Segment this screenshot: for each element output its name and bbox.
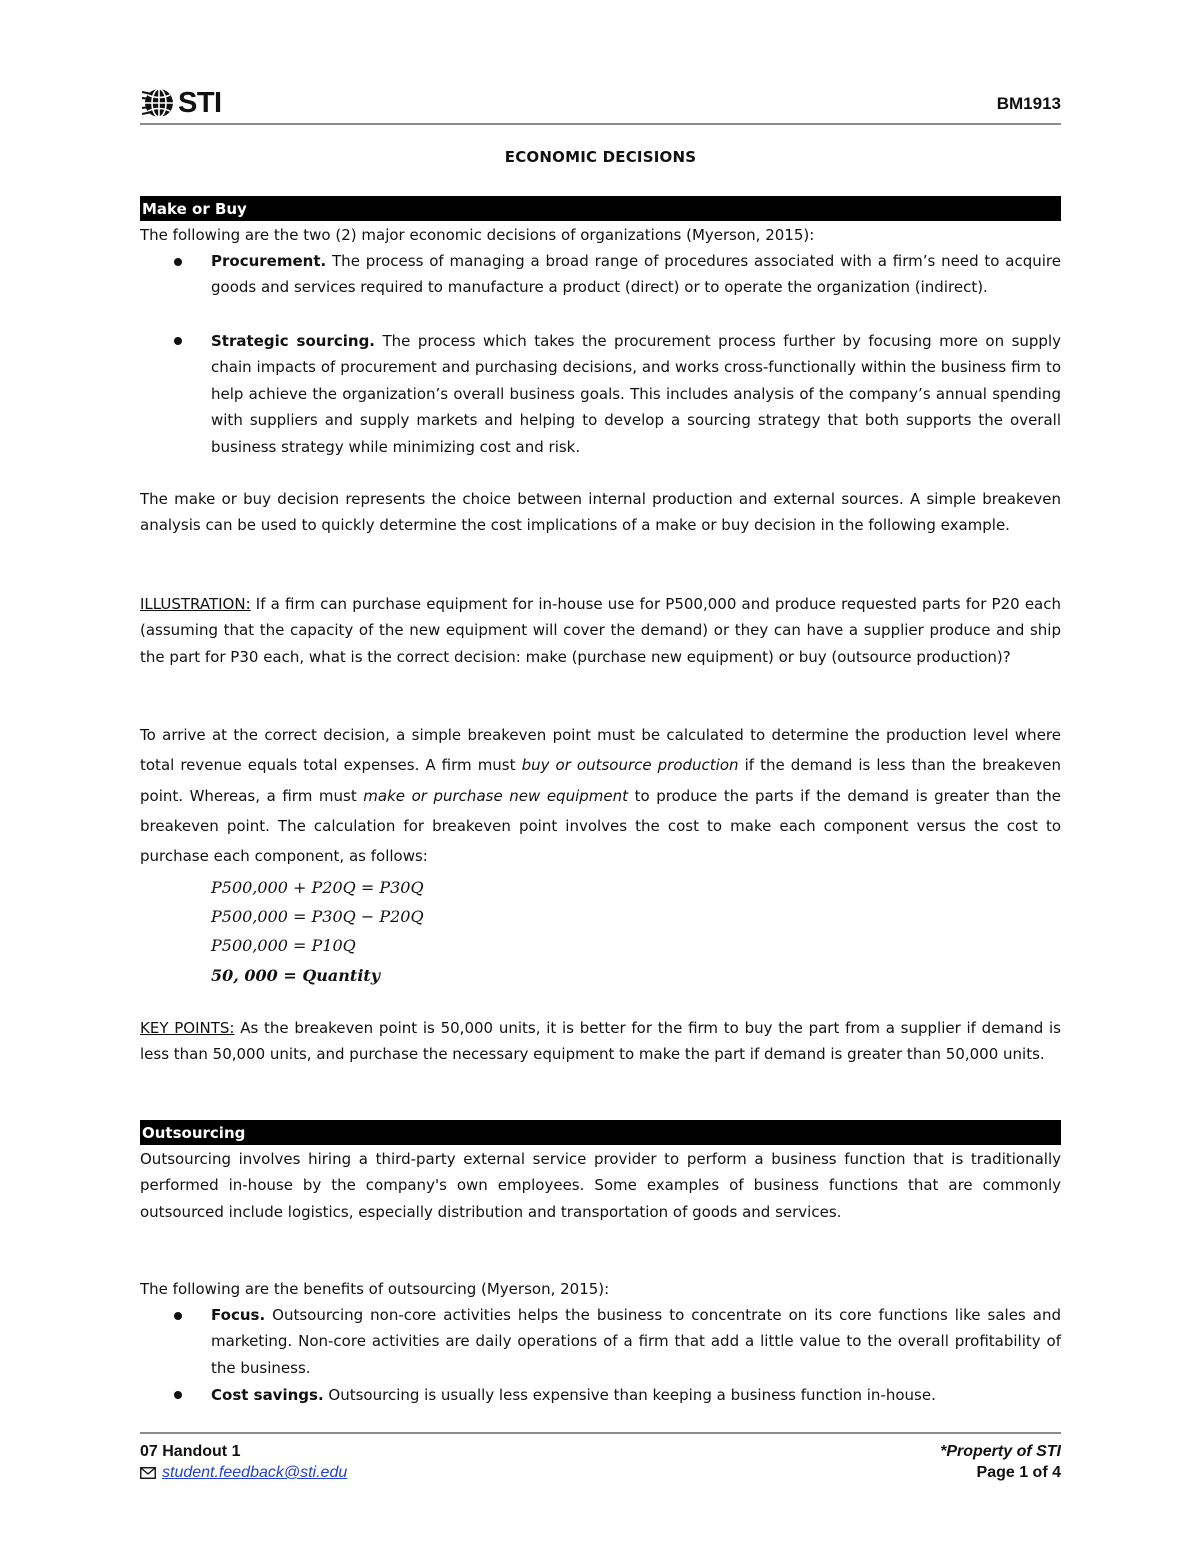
bullet-dot bbox=[174, 337, 182, 345]
bullet-text: Outsourcing non-core activities helps the business to concentrate on its core functions like sales and marketing. Non-core activities are daily operations of a firm that add a little value to the overall profitability of the business. bbox=[211, 1306, 1061, 1377]
formula-result: 50, 000 = Quantity bbox=[211, 966, 381, 985]
property-notice: *Property of STI bbox=[940, 1443, 1061, 1460]
bullet-term: Focus. bbox=[211, 1306, 266, 1324]
breakeven-emphasis-buy: buy or outsource production bbox=[521, 756, 739, 775]
feedback-email-link[interactable]: student.feedback@sti.edu bbox=[162, 1464, 348, 1481]
sti-logo bbox=[142, 86, 222, 120]
section-heading-outsourcing: Outsourcing bbox=[140, 1120, 1061, 1145]
bullet-strategic-sourcing bbox=[211, 328, 1061, 460]
formula-line-2: P500,000 = P30Q − P20Q bbox=[211, 907, 424, 926]
key-points-paragraph bbox=[140, 1015, 1061, 1068]
formula-line-3: P500,000 = P10Q bbox=[211, 936, 356, 955]
illustration-paragraph bbox=[140, 591, 1061, 670]
feedback-email-row bbox=[140, 1462, 347, 1483]
breakeven-text: if the demand is less than the breakeven point. Whereas, a firm must bbox=[140, 756, 1062, 805]
breakeven-text: To arrive at the correct decision, a simple breakeven point must be calculated to determine the production level where total revenue equals total expenses. A firm must bbox=[140, 726, 1061, 775]
envelope-icon bbox=[140, 1467, 156, 1479]
bullet-text: The process of managing a broad range of procedures associated with a firm’s need to acquire goods and services required to manufacture a product (direct) or to operate the organization (indirect). bbox=[211, 252, 1061, 297]
bullet-dot bbox=[174, 258, 182, 266]
bullet-term: Procurement. bbox=[211, 252, 327, 270]
bullet-cost-savings bbox=[211, 1382, 1061, 1408]
bullet-text: The process which takes the procurement process further by focusing more on supply chain impacts of procurement and purchasing decisions, and works cross-functionally within the business firm to help achieve the organization’s overall business goals. This includes analysis of the company’s annual spending with suppliers and supply markets and helping to develop a sourcing strategy that both supports the overall business strategy while minimizing cost and risk. bbox=[211, 332, 1061, 456]
illustration-text: If a firm can purchase equipment for in-house use for P500,000 and produce requested parts for P20 each (assuming that the capacity of the new equipment will cover the demand) or they can have a supplier produce and ship the part for P30 each, what is the correct decision: make (purchase new equipment) or buy (outsource production)? bbox=[140, 595, 1061, 666]
formula-line-1: P500,000 + P20Q = P30Q bbox=[211, 878, 424, 897]
bullet-procurement bbox=[211, 248, 1061, 301]
bullet-text: Outsourcing is usually less expensive than keeping a business function in-house. bbox=[323, 1386, 936, 1404]
bullet-dot bbox=[174, 1391, 182, 1399]
bullet-term: Cost savings. bbox=[211, 1386, 324, 1404]
page-title: ECONOMIC DECISIONS bbox=[504, 148, 697, 166]
footer-right bbox=[940, 1441, 1061, 1483]
handout-label: 07 Handout 1 bbox=[140, 1443, 241, 1460]
bullet-term: Strategic sourcing. bbox=[211, 332, 376, 350]
logo-text: STI bbox=[178, 86, 222, 119]
breakeven-text: to produce the parts if the demand is greater than the breakeven point. The calculation for breakeven point involves the cost to make each component versus the cost to purchase each component, as follows: bbox=[140, 786, 1062, 866]
make-or-buy-intro: The following are the two (2) major economic decisions of organizations (Myerson, 2015): bbox=[140, 226, 815, 244]
footer-left bbox=[140, 1441, 347, 1483]
course-code: BM1913 bbox=[996, 94, 1061, 113]
breakeven-paragraph bbox=[140, 720, 1061, 871]
header-rule bbox=[140, 123, 1061, 125]
make-or-buy-decision-paragraph: The make or buy decision represents the choice between internal production and external sources. A simple breakeven analysis can be used to quickly determine the cost implications of a make or buy decision in the following example. bbox=[140, 490, 1061, 535]
page-header bbox=[140, 86, 1061, 122]
document-page bbox=[140, 0, 1061, 1553]
section-heading-make-or-buy: Make or Buy bbox=[140, 196, 1061, 221]
bullet-focus bbox=[211, 1302, 1061, 1381]
outsourcing-benefits-intro: The following are the benefits of outsourcing (Myerson, 2015): bbox=[140, 1280, 610, 1298]
key-points-text: As the breakeven point is 50,000 units, it is better for the firm to buy the part from a supplier if demand is less than 50,000 units, and purchase the necessary equipment to make the part if demand is greater than 50,000 units. bbox=[140, 1019, 1061, 1064]
outsourcing-paragraph: Outsourcing involves hiring a third-party external service provider to perform a business function that is traditionally performed in-house by the company's own employees. Some examples of business functions that are commonly outsourced include logistics, especially distribution and transportation of goods and services. bbox=[140, 1150, 1061, 1221]
breakeven-emphasis-make: make or purchase new equipment bbox=[363, 786, 629, 805]
page-number: Page 1 of 4 bbox=[976, 1464, 1061, 1481]
bullet-dot bbox=[174, 1312, 182, 1320]
illustration-label: ILLUSTRATION: bbox=[140, 595, 251, 613]
footer-rule bbox=[140, 1432, 1061, 1434]
key-points-label: KEY POINTS: bbox=[140, 1019, 235, 1037]
globe-icon bbox=[142, 86, 176, 120]
